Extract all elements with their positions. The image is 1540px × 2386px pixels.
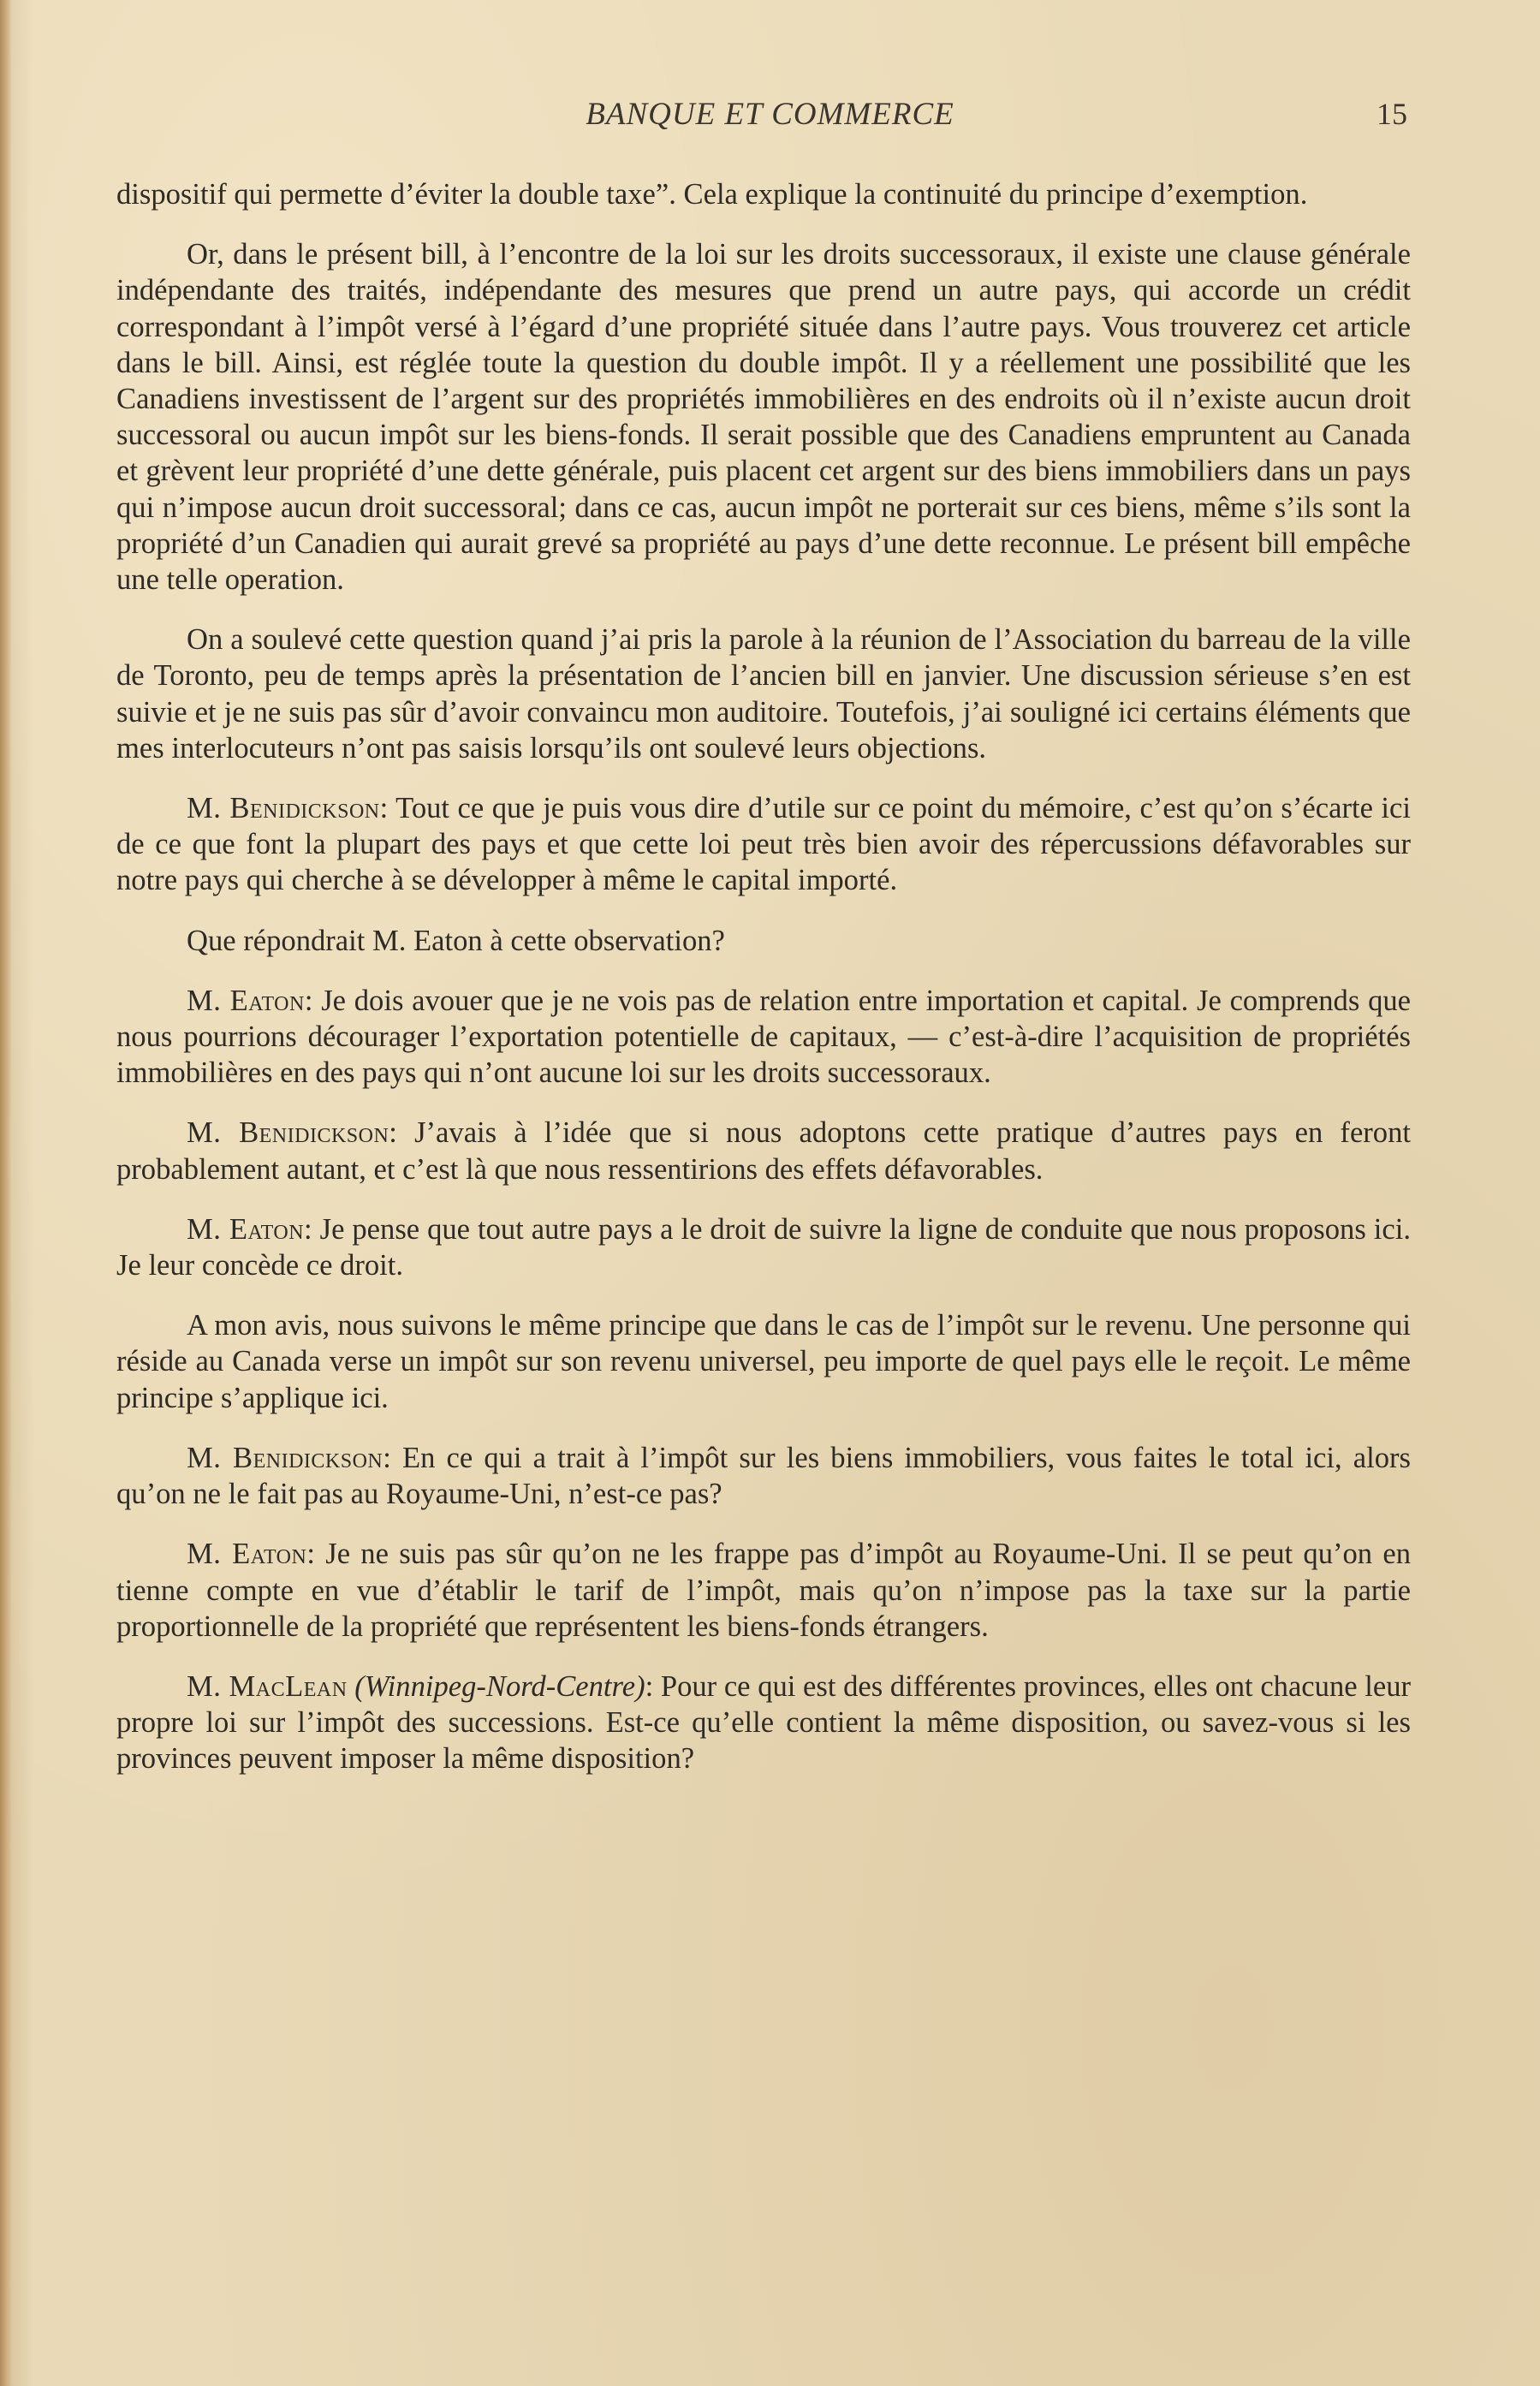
paragraph-text: : Pour ce qui est des différentes provinces, elles ont chacune leur propre loi sur l’impôt des successions. Est-ce qu’elle contient la même disposition, ou savez-vous si les provinces peuvent imposer la même disposition? xyxy=(116,1669,1411,1776)
paragraph-text: Que répondrait M. Eaton à cette observation? xyxy=(187,924,725,957)
speaker-name: M. Eaton xyxy=(187,1538,307,1571)
paragraph-text: : Je dois avouer que je ne vois pas de relation entre importation et capital. Je comprends que nous pourrions décourager l’exportation potentielle de capitaux, — c’est-à-dire l’acquisition de propriétés immobilières en des pays qui n’ont aucune loi sur les droits successoraux. xyxy=(116,984,1411,1090)
speaker-name: M. Eaton xyxy=(187,984,305,1017)
paragraph-text: A mon avis, nous suivons le même principe que dans le cas de l’impôt sur le revenu. Une personne qui réside au Canada verse un impôt sur son revenu universel, peu importe de quel pays elle le reçoit. Le même principe s’applique ici. xyxy=(116,1309,1411,1414)
paragraph xyxy=(116,176,1411,212)
paragraph-text: dispositif qui permette d’éviter la double taxe”. Cela explique la continuité du principe d’exemption. xyxy=(116,178,1308,211)
body-text xyxy=(116,176,1411,1801)
paragraph xyxy=(116,236,1411,598)
running-title: BANQUE ET COMMERCE xyxy=(586,97,954,132)
paragraph-text: On a soulevé cette question quand j’ai pris la parole à la réunion de l’Association du barreau de la ville de Toronto, peu de temps après la présentation de l’ancien bill en janvier. Une discussion sérieuse s’en est suivie et je ne suis pas sûr d’avoir convaincu mon auditoire. Toutefois, j’ai souligné ici certains éléments que mes interlocuteurs n’ont pas saisis lorsqu’ils ont soulevé leurs objections. xyxy=(116,623,1411,765)
paragraph-text: : J’avais à l’idée que si nous adoptons cette pratique d’autres pays en feront probablement autant, et c’est là que nous ressentirions des effets défavorables. xyxy=(116,1116,1411,1186)
speaker-paragraph xyxy=(116,1211,1411,1283)
paragraph-text: Or, dans le présent bill, à l’encontre de la loi sur les droits successoraux, il existe une clause générale indépendante des traités, indépendante des mesures que prend un autre pays, qui accorde un crédit correspondant à l’impôt versé à l’égard d’une propriété située dans l’autre pays. Vous trouverez cet article dans le bill. Ainsi, est réglée toute la question du double impôt. Il y a réellement une possibilité que les Canadiens investissent de l’argent sur des propriétés immobilières en des endroits où il n’existe aucun droit successoral ou aucun impôt sur les biens-fonds. Il serait possible que des Canadiens empruntent au Canada et grèvent leur propriété d’une dette générale, puis placent cet argent sur des biens immobiliers dans un pays qui n’impose aucun droit successoral; dans ce cas, aucun impôt ne porterait sur ces biens, même s’ils sont la propriété d’un Canadien qui aurait grevé sa propriété au pays d’une dette reconnue. Le présent bill empêche une telle operation. xyxy=(116,238,1411,597)
speaker-paragraph xyxy=(116,983,1411,1092)
speaker-name: M. Benidickson xyxy=(187,1441,384,1474)
speaker-paragraph xyxy=(116,1669,1411,1777)
page-number: 15 xyxy=(1376,97,1407,131)
speaker-riding: (Winnipeg-Nord-Centre) xyxy=(354,1669,645,1703)
speaker-paragraph xyxy=(116,1115,1411,1187)
speaker-paragraph xyxy=(116,1440,1411,1512)
paragraph xyxy=(116,1307,1411,1416)
speaker-paragraph xyxy=(116,790,1411,899)
paragraph xyxy=(116,923,1411,959)
speaker-name: M. Benidickson xyxy=(187,792,380,825)
running-head xyxy=(0,96,1540,139)
paragraph xyxy=(116,622,1411,766)
paragraph-text: : Je pense que tout autre pays a le droit de suivre la ligne de conduite que nous proposons ici. Je leur concède ce droit. xyxy=(116,1212,1411,1282)
paragraph-text: : Je ne suis pas sûr qu’on ne les frappe pas d’impôt au Royaume-Uni. Il se peut qu’on en tienne compte en vue d’établir le tarif de l’impôt, mais qu’on n’impose pas la taxe sur la partie proportionnelle de la propriété que représentent les biens-fonds étrangers. xyxy=(116,1538,1411,1643)
page-binding-edge xyxy=(0,0,12,2386)
speaker-name: M. Benidickson xyxy=(187,1116,389,1150)
paragraph-text: : Tout ce que je puis vous dire d’utile sur ce point du mémoire, c’est qu’on s’écarte ici de ce que font la plupart des pays et que cette loi peut très bien avoir des répercussions défavorables sur notre pays qui cherche à se développer à même le capital importé. xyxy=(116,792,1411,897)
speaker-name: M. Eaton xyxy=(187,1212,305,1246)
speaker-name: M. MacLean xyxy=(187,1669,348,1703)
paragraph-text: : En ce qui a trait à l’impôt sur les biens immobiliers, vous faites le total ici, alors qu’on ne le fait pas au Royaume-Uni, n’est-ce pas? xyxy=(116,1441,1411,1511)
speaker-paragraph xyxy=(116,1536,1411,1645)
